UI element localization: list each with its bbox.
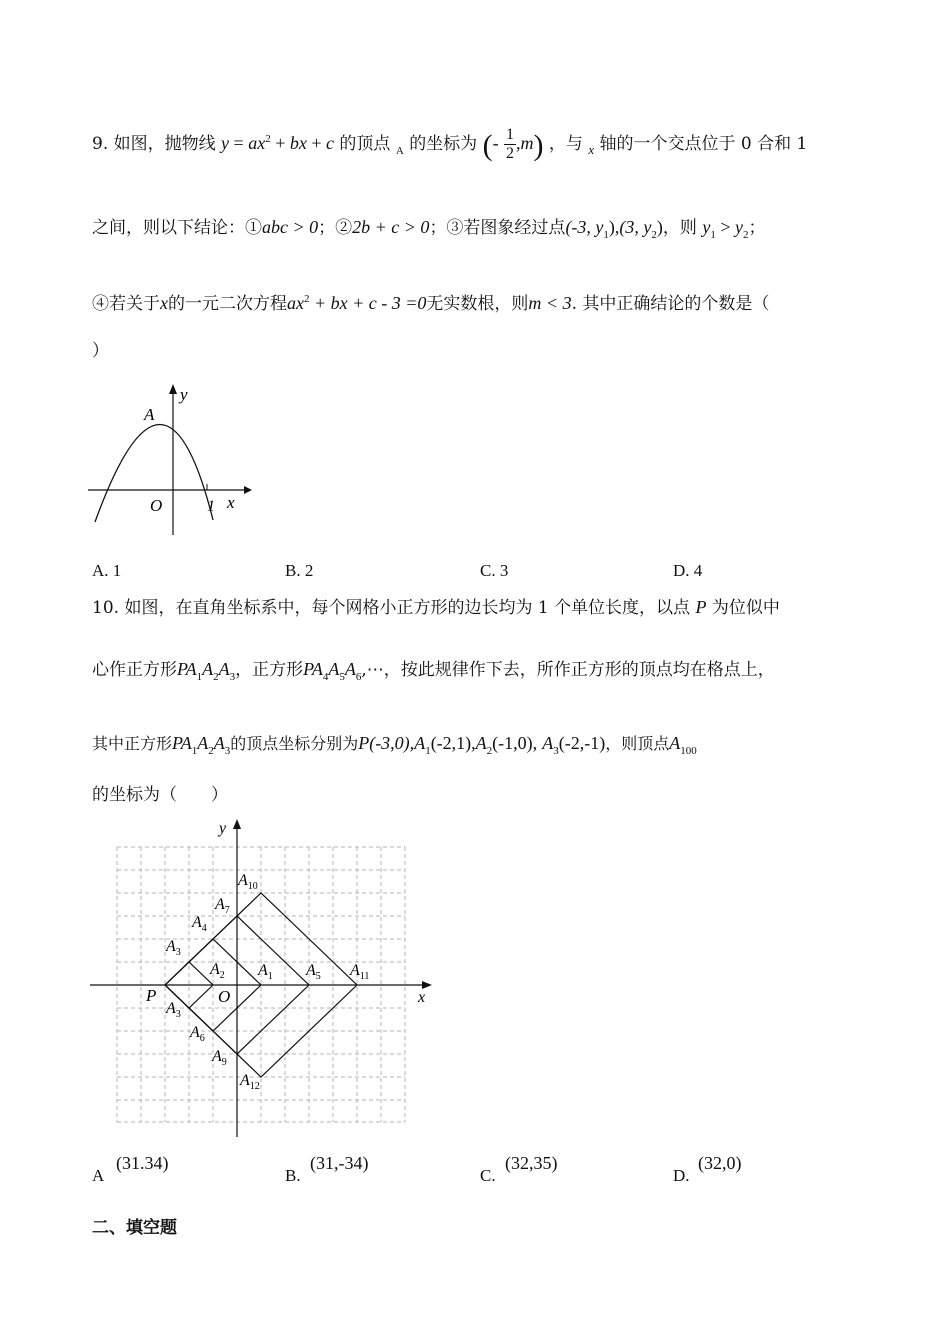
q9-y1-sub: 1: [710, 229, 716, 241]
q10-coord-A2-sub: 2: [486, 745, 493, 757]
q10-coord-A1: A: [414, 733, 426, 753]
q9-pt1-sub: 1: [603, 229, 609, 241]
q9-eq-y: y: [221, 133, 230, 153]
q10-graph-x: x: [418, 989, 426, 1006]
q9-line3-d: . 其中正确结论的个数是（: [571, 294, 770, 314]
q10-sq2-sub1: 4: [322, 671, 329, 683]
q10-label-A12: $A_{12}$: [240, 1072, 260, 1092]
q10-grid-graph: [86, 815, 436, 1145]
q9-axis-text: 轴的一个交点位于 0 合和 1: [599, 134, 808, 154]
q10-A100: A: [669, 733, 681, 753]
q10-label-A2-right: $A_1$: [258, 962, 273, 982]
q10-sq2-sub3: 6: [355, 671, 362, 683]
q9-cond1: abc > 0: [262, 217, 319, 237]
q10-option-a-letter[interactable]: A: [92, 1166, 105, 1185]
q10-line3-sub2: 2: [208, 745, 214, 757]
q9-line-4: ）: [92, 341, 109, 361]
q9-coord-text: 的坐标为: [409, 134, 478, 154]
q9-m-cond: m < 3: [528, 293, 572, 313]
q10-x-arrow-icon: [422, 981, 432, 989]
q9-option-d[interactable]: D. 4: [673, 561, 703, 580]
q9-pt1: (-3, y: [565, 217, 604, 237]
q9-frac-den: 2: [506, 145, 514, 162]
q10-label-A3-bottom: $A_3$: [166, 1000, 181, 1020]
q10-coord-A3: A: [542, 733, 554, 753]
q9-minus: -: [492, 133, 499, 153]
q9-then-text: ，则: [662, 218, 697, 238]
q9-line-2: [92, 214, 765, 248]
q10-sq2-b: A: [328, 659, 340, 679]
q10-sq1-b: A: [202, 659, 214, 679]
q9-y2-sub: 2: [742, 229, 749, 241]
q9-x-arrow-icon: [244, 486, 252, 494]
q9-pt2-sub: 2: [651, 229, 657, 241]
q10-label-A2-left: $A_2$: [210, 961, 225, 981]
q10-option-c-letter[interactable]: C.: [480, 1166, 496, 1185]
q9-end2: ；: [748, 218, 766, 238]
q9-sep1: ；②: [318, 218, 353, 238]
q10-coord-A3-value: (-2,-1): [558, 733, 606, 753]
q10-sq1-sub2: 2: [213, 671, 219, 683]
q10-sq2: PA: [303, 659, 323, 679]
q9-pt2-close: ): [656, 217, 663, 237]
q9-y2: y: [734, 217, 743, 237]
q10-sq1: PA: [177, 659, 197, 679]
q10-label-A4: $A_4$: [192, 914, 207, 934]
q10-line2-b: ，正方形: [235, 660, 304, 680]
q10-coord-A1-sub: 1: [425, 745, 431, 757]
q9-paren-close: ): [533, 129, 544, 162]
q9-eq2-rest: + bx + c - 3 =0: [309, 293, 427, 313]
q10-sq1-sub1: 1: [196, 671, 203, 683]
q10-line2-a: 心作正方形: [92, 660, 177, 680]
q9-eq-plus1: +: [270, 133, 290, 153]
q10-line1: 10. 如图，在直角坐标系中，每个网格小正方形的边长均为 1 个单位长度，以点: [92, 598, 691, 618]
q9-line-1: [92, 126, 807, 164]
q9-pt1-close: ),: [608, 217, 620, 237]
q9-parabola-graph: [84, 380, 254, 540]
q10-label-A11: $A_{11}$: [350, 962, 370, 982]
section-title: 二、填空题: [92, 1218, 177, 1238]
q9-gt: >: [715, 217, 735, 237]
q9-number: 9.: [92, 134, 109, 154]
q10-label-A10: $A_{10}$: [238, 872, 258, 892]
q9-eq-bx: bx: [289, 133, 307, 153]
q10-label-A7: $A_7$: [215, 896, 230, 916]
q10-option-d-letter[interactable]: D.: [673, 1166, 690, 1185]
q9-graph-y: y: [180, 385, 188, 404]
q9-with-text: ，与: [548, 134, 583, 154]
q9-line2-a: 之间，则以下结论：①: [92, 218, 262, 238]
q10-option-b-value[interactable]: (31,-34): [310, 1153, 369, 1173]
q10-graph-P: P: [146, 986, 157, 1005]
q9-line3-a: ④若关于: [92, 294, 160, 314]
q10-line2-c: ,⋯，按此规律作下去，所作正方形的顶点均在格点上，: [361, 660, 775, 680]
q10-coord-P: P(-3,0),: [358, 733, 415, 753]
q9-line3-b: 的一元二次方程: [168, 294, 287, 314]
q10-sq2-sub2: 5: [339, 671, 345, 683]
q9-graph-A: A: [144, 405, 155, 424]
q10-line3-a: 其中正方形: [92, 734, 173, 753]
q10-line-1: [92, 594, 780, 621]
q10-option-b-letter[interactable]: B.: [285, 1166, 301, 1185]
q9-graph-one: 1: [207, 498, 215, 515]
q10-sq2-c: A: [344, 659, 356, 679]
q10-A100-sub: 100: [680, 745, 697, 757]
q9-option-a[interactable]: A. 1: [92, 561, 122, 580]
q9-m-label: ,m: [516, 133, 534, 153]
q10-line-3: [92, 730, 697, 764]
q10-line-4: 的坐标为（ ）: [92, 785, 228, 805]
q10-line1-end: 为位似中: [711, 598, 780, 618]
q9-frac-num: 1: [506, 126, 514, 143]
q10-line3-sub1: 1: [191, 745, 198, 757]
q9-y1: y: [702, 217, 711, 237]
q10-line3-e: ，则顶点: [605, 734, 670, 753]
q10-line3-d: 的顶点坐标分别为: [230, 734, 359, 753]
q10-line3-sub3: 3: [224, 745, 231, 757]
q10-label-A3-top: $A_3$: [166, 938, 181, 958]
q9-vertex-label: A: [395, 145, 404, 157]
q10-coord-A2-value: (-1,0),: [492, 733, 538, 753]
q9-eq-sq: 2: [265, 133, 271, 145]
q10-coord-A2: A: [475, 733, 487, 753]
q9-graph-O: O: [150, 496, 163, 515]
q9-eq-plus2: +: [306, 133, 327, 153]
q10-sq1-sub3: 3: [229, 671, 236, 683]
q10-option-a-value[interactable]: (31.34): [116, 1153, 169, 1173]
q9-line3-c: 无实数根，则: [426, 294, 529, 314]
q9-y-arrow-icon: [169, 384, 177, 394]
q9-eq-a: ax: [248, 133, 266, 153]
q9-fraction: [504, 126, 516, 163]
q9-option-c[interactable]: C. 3: [480, 561, 509, 580]
q9-vertex-text: 的顶点: [339, 134, 391, 154]
q9-line-3: [92, 286, 769, 317]
q10-label-A5: $A_5$: [306, 962, 321, 982]
q9-eq-eq: =: [229, 133, 249, 153]
q10-graph-y: y: [219, 820, 227, 837]
q10-label-A6: $A_6$: [190, 1024, 205, 1044]
q10-line3-b: A: [197, 733, 209, 753]
q9-eq2-sq: 2: [304, 293, 310, 305]
q10-line-2: [92, 656, 775, 690]
q10-line3-sq: PA: [172, 733, 192, 753]
q10-option-d-value[interactable]: (32,0): [698, 1153, 742, 1173]
q10-P: P: [695, 597, 707, 617]
q9-option-b[interactable]: B. 2: [285, 561, 314, 580]
q9-eq2-a: ax: [287, 293, 304, 313]
q9-graph-x: x: [227, 493, 235, 512]
q9-eq-c: c: [326, 133, 335, 153]
q10-sq1-c: A: [218, 659, 230, 679]
q10-line3-c: A: [213, 733, 225, 753]
q9-cond2: 2b + c > 0: [352, 217, 430, 237]
q9-paren-open: (: [482, 129, 493, 162]
q9-x-var: x: [160, 293, 168, 313]
q10-coord-A3-sub: 3: [553, 745, 559, 757]
q9-pt2: (3, y: [619, 217, 652, 237]
q9-x-label: x: [588, 142, 595, 157]
q9-sep2: ；③若图象经过点: [429, 218, 566, 238]
q10-coord-A1-value: (-2,1),: [430, 733, 476, 753]
q10-option-c-value[interactable]: (32,35): [505, 1153, 558, 1173]
q10-graph-O: O: [218, 987, 231, 1006]
q10-label-A9: $A_9$: [212, 1048, 227, 1068]
q10-y-arrow-icon: [233, 819, 241, 829]
q9-intro: 如图，抛物线: [113, 134, 216, 154]
